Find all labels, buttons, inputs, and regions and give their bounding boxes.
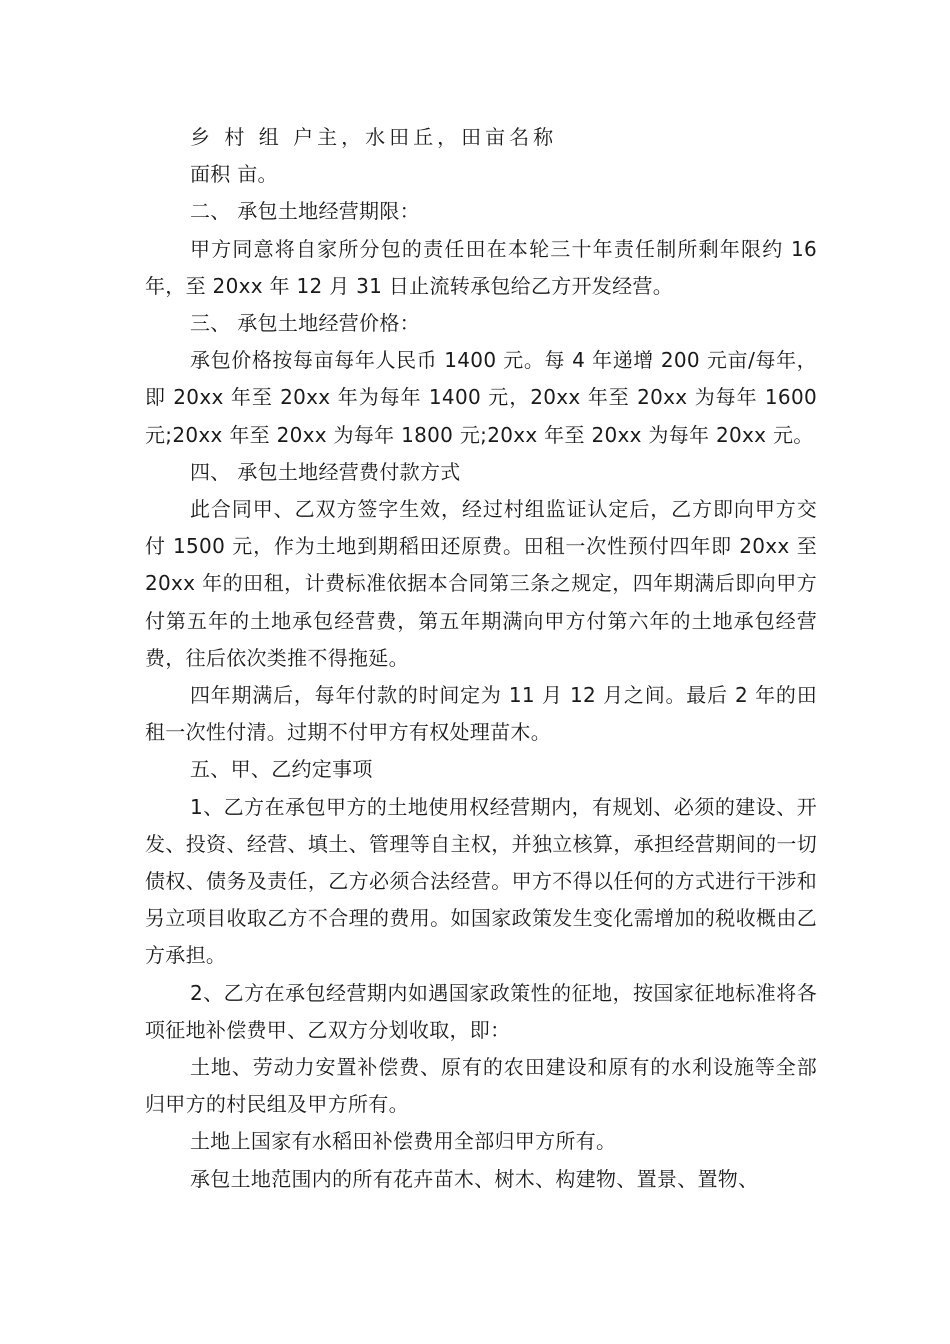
paragraph-clause-1: 1、乙方在承包甲方的土地使用权经营期内，有规划、必须的建设、开发、投资、经营、填土、管理等自主权，并独立核算，承担经营期间的一切债权、债务及责任，乙方必须合法经营。甲方不得以任何的方式进行干涉和另立项目收取乙方不合理的费用。如国家政策发生变化需增加的税收概由乙方承担。: [145, 794, 817, 968]
paragraph-area: 面积 亩。: [190, 162, 278, 187]
heading-section-3: 三、 承包土地经营价格：: [190, 311, 420, 336]
paragraph-price: 承包价格按每亩每年人民币 1400 元。每 4 年递增 200 元亩/每年，即 20xx 年至 20xx 年为每年 1400 元，20xx 年至 20xx 为每年 1600 元;20xx 年至 20xx 为每年 1800 元;20xx 年至 20xx 为每年 20xx 元。: [145, 348, 817, 447]
paragraph-term: 甲方同意将自家所分包的责任田在本轮三十年责任制所剩年限约 16 年，至 20xx 年 12 月 31 日止流转承包给乙方开发经营。: [145, 236, 817, 298]
paragraph-clause-2: 2、乙方在承包经营期内如遇国家政策性的征地，按国家征地标准将各项征地补偿费甲、乙双方分划收取，即：: [145, 980, 817, 1042]
paragraph-location: 乡 村 组 户主，水田丘，田亩名称: [190, 125, 558, 149]
heading-section-5: 五、甲、乙约定事项: [190, 757, 373, 782]
paragraph-compensation-rice: 土地上国家有水稻田补偿费用全部归甲方所有。: [190, 1129, 617, 1154]
heading-section-4: 四、 承包土地经营费付款方式: [190, 459, 461, 484]
paragraph-payment-time: 四年期满后，每年付款的时间定为 11 月 12 月之间。最后 2 年的田租一次性付清。过期不付甲方有权处理苗木。: [145, 683, 817, 745]
paragraph-payment: 此合同甲、乙双方签字生效，经过村组监证认定后，乙方即向甲方交付 1500 元，作为土地到期稻田还原费。田租一次性预付四年即 20xx 至 20xx 年的田租，计费标准依据本合同第三条之规定，四年期满后即向甲方付第五年的土地承包经营费，第五年期满向甲方付第六年的土地承包经营费，往后依次类推不得拖延。: [145, 497, 817, 670]
document-body: [145, 119, 817, 1198]
paragraph-contracted-items: 承包土地范围内的所有花卉苗木、树木、构建物、置景、置物、: [190, 1166, 759, 1191]
heading-section-2: 二、 承包土地经营期限：: [190, 199, 420, 224]
paragraph-compensation-land: 土地、劳动力安置补偿费、原有的农田建设和原有的水利设施等全部归甲方的村民组及甲方所有。: [145, 1055, 817, 1117]
